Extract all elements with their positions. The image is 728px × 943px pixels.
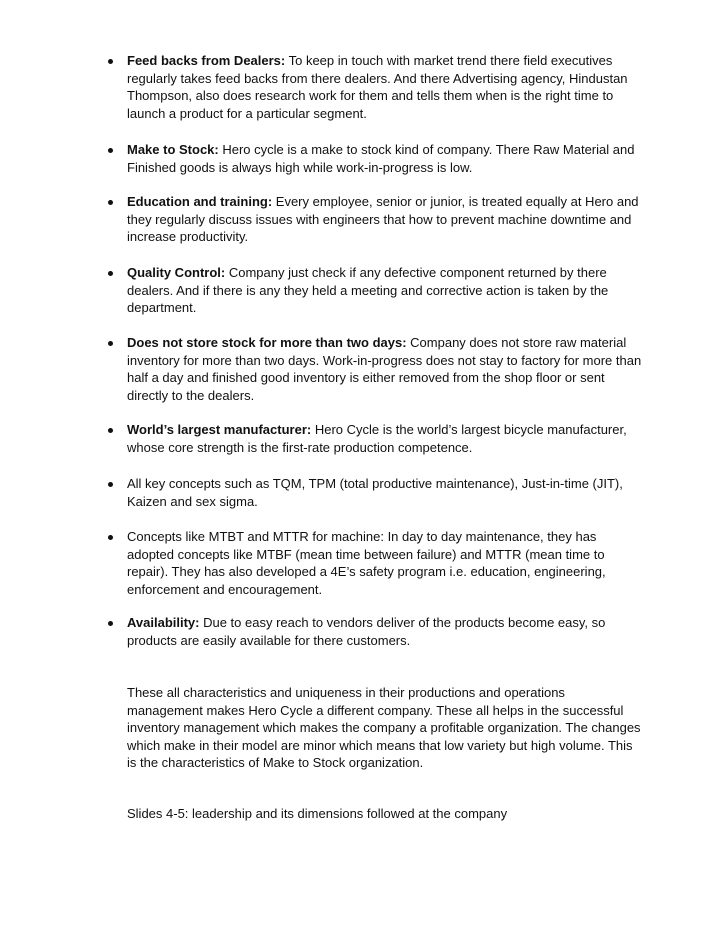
bullet-icon xyxy=(108,148,113,153)
list-item-body: Due to easy reach to vendors deliver of the products become easy, so products are easily available for there customers. xyxy=(127,615,606,648)
list-item-text xyxy=(127,614,642,649)
list-item-text xyxy=(127,193,642,246)
summary-paragraph: These all characteristics and uniqueness in their productions and operations management makes Hero Cycle a different company. These all helps in the successful inventory management which makes the company a profitable organization. The changes which make in their model are minor which means that low variety but high volume. This is the characteristics of Make to Stock organization. xyxy=(127,685,641,770)
list-item-body: To keep in touch with market trend there field executives regularly takes feed backs from there dealers. And there Advertising agency, Hindustan Thompson, also does research work for them and tells them when is the right time to launch a product for a particular segment. xyxy=(127,53,628,121)
list-item-heading: Education and training: xyxy=(127,194,273,209)
list-item-body: All key concepts such as TQM, TPM (total productive maintenance), Just-in-time (JIT), Kaizen and sex sigma. xyxy=(127,476,623,509)
list-item-body: Company does not store raw material inventory for more than two days. Work-in-progress does not stay to factory for more than half a day and finished good inventory is either removed from the shop floor or sent directly to the dealers. xyxy=(127,335,642,403)
list-item-body: Every employee, senior or junior, is treated equally at Hero and they regularly discuss issues with engineers that how to prevent machine downtime and increase productivity. xyxy=(127,194,639,244)
list-item-text xyxy=(127,475,642,510)
bullet-icon xyxy=(108,621,113,626)
list-item-text xyxy=(127,264,642,317)
footer-note: Slides 4-5: leadership and its dimensions followed at the company xyxy=(127,806,508,821)
list-item-heading: World’s largest manufacturer: xyxy=(127,422,312,437)
list-item-body: Company just check if any defective component returned by there dealers. And if there is any they held a meeting and corrective action is taken by the department. xyxy=(127,265,609,315)
list-item-body: Hero Cycle is the world’s largest bicycle manufacturer, whose core strength is the first-rate production competence. xyxy=(127,422,627,455)
list-item-heading: Does not store stock for more than two days: xyxy=(127,335,407,350)
list-item-heading: Quality Control: xyxy=(127,265,226,280)
bullet-icon xyxy=(108,428,113,433)
bullet-icon xyxy=(108,59,113,64)
list-item-text xyxy=(127,421,642,456)
list-item-heading: Availability: xyxy=(127,615,200,630)
list-item-body: Concepts like MTBT and MTTR for machine: In day to day maintenance, they has adopted concepts like MTBF (mean time between failure) and MTTR (mean time to repair). They has also developed a 4E’s safety program i.e. education, engineering, enforcement and encouragement. xyxy=(127,529,606,597)
list-item-body: Hero cycle is a make to stock kind of company. There Raw Material and Finished goods is always high while work-in-progress is low. xyxy=(127,142,635,175)
list-item-text xyxy=(127,334,642,404)
bullet-icon xyxy=(108,271,113,276)
list-item-text xyxy=(127,141,642,176)
list-item-text xyxy=(127,528,642,598)
bullet-icon xyxy=(108,482,113,487)
bullet-icon xyxy=(108,535,113,540)
list-item-text xyxy=(127,52,642,122)
list-item-heading: Feed backs from Dealers: xyxy=(127,53,286,68)
list-item-heading: Make to Stock: xyxy=(127,142,219,157)
bullet-icon xyxy=(108,200,113,205)
bullet-icon xyxy=(108,341,113,346)
